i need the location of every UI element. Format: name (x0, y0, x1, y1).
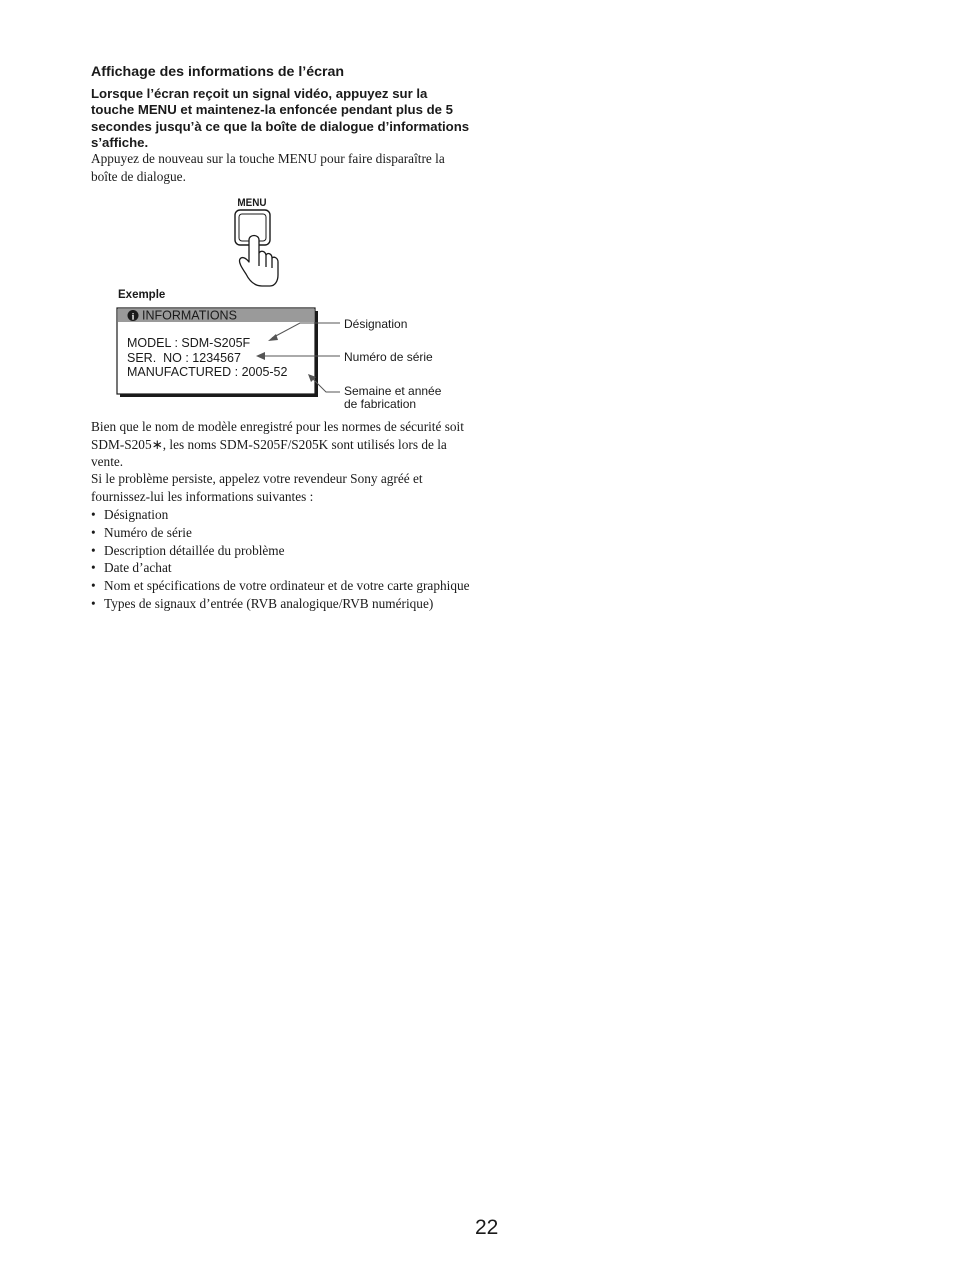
info-list (91, 506, 471, 613)
list-item: • Description détaillée du problème (91, 542, 471, 560)
menu-button-label: MENU (237, 197, 267, 210)
bold-instruction: Lorsque l’écran reçoit un signal vidéo, appuyez sur la touche MENU et maintenez-la enfoncée pendant plus de 5 secondes jusqu’à ce que la boîte de dialogue d’informations s’affiche. (91, 86, 470, 150)
callout-designation: Désignation (344, 317, 408, 331)
callout-week-year-line1: Semaine et année (344, 384, 442, 398)
list-item: • Date d’achat (91, 559, 471, 577)
example-label: Exemple (118, 289, 166, 301)
osd-info-box (117, 308, 318, 397)
list-item: • Types de signaux d’entrée (RVB analogique/RVB numérique) (91, 595, 471, 613)
osd-model-line: MODEL : SDM-S205F (127, 336, 251, 350)
section-heading: Affichage des informations de l’écran (91, 64, 345, 80)
model-name-note: Bien que le nom de modèle enregistré pour les normes de sécurité soit SDM-S205∗, les noms SDM-S205F/S205K sont utilisés lors de la vente. (91, 419, 464, 470)
osd-manufactured-line: MANUFACTURED : 2005-52 (127, 365, 288, 379)
osd-serial-line: SER. NO : 1234567 (127, 351, 241, 365)
page-number: 22 (475, 1216, 499, 1239)
instruction-note: Appuyez de nouveau sur la touche MENU pour faire disparaître la boîte de dialogue. (91, 151, 445, 184)
svg-text:i: i (131, 311, 135, 322)
callout-week-year-line2: de fabrication (344, 397, 417, 411)
menu-info-figure (0, 0, 954, 420)
osd-title: INFORMATIONS (142, 308, 237, 323)
dealer-contact-note: Si le problème persiste, appelez votre revendeur Sony agréé et fournissez-lui les informations suivantes : (91, 471, 423, 504)
list-item: • Numéro de série (91, 524, 471, 542)
list-item: • Nom et spécifications de votre ordinateur et de votre carte graphique (91, 577, 471, 595)
list-item: • Désignation (91, 506, 471, 524)
callout-serial-number: Numéro de série (344, 350, 433, 364)
